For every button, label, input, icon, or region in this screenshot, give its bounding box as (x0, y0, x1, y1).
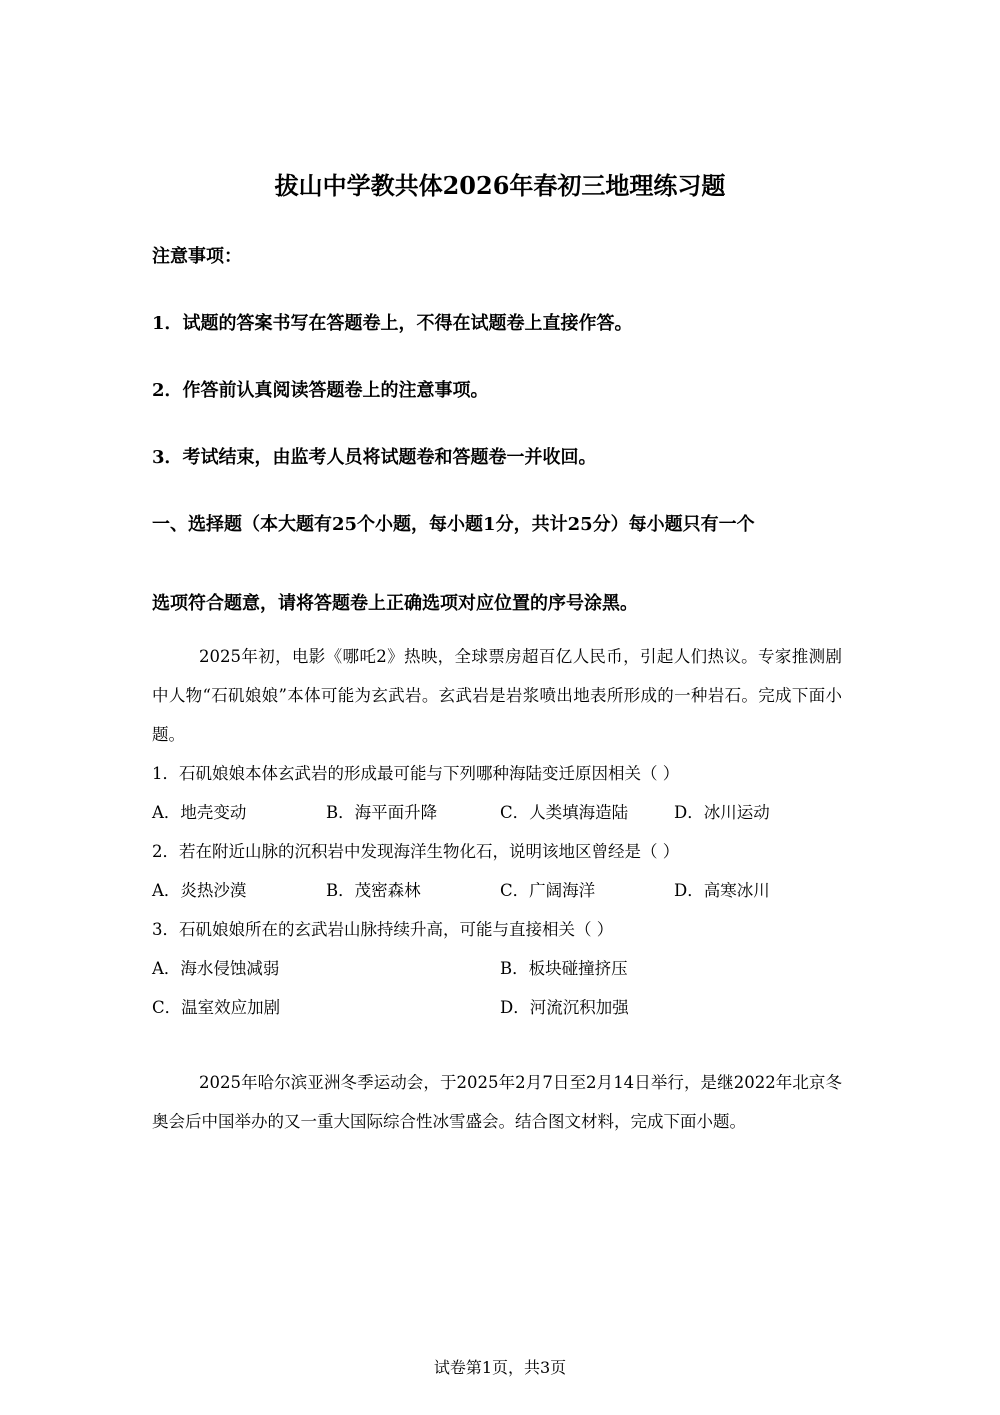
notice-item-2: 2．作答前认真阅读答题卷上的注意事项。 (152, 380, 489, 401)
question-1-option-b: B．海平面升降 (326, 803, 438, 822)
question-3-option-d: D．河流沉积加强 (500, 998, 629, 1017)
passage-1: 2025年初，电影《哪吒2》热映，全球票房超百亿人民币，引起人们热议。专家推测剧中人物“石矶娘娘”本体可能为玄武岩。玄武岩是岩浆喷出地表所形成的一种岩石。完成下面小题。 (152, 647, 842, 744)
notice-item-1: 1．试题的答案书写在答题卷上，不得在试题卷上直接作答。 (152, 313, 633, 334)
question-2-options (152, 879, 852, 903)
question-2-stem: 2．若在附近山脉的沉积岩中发现海洋生物化石，说明该地区曾经是（ ） (152, 842, 680, 861)
question-2-option-b: B．茂密森林 (326, 881, 421, 900)
question-3-stem: 3．石矶娘娘所在的玄武岩山脉持续升高，可能与直接相关（ ） (152, 920, 614, 939)
question-3-option-c: C．温室效应加剧 (152, 998, 281, 1017)
question-3-options-row-2 (152, 996, 852, 1020)
question-3-options-row-1 (152, 957, 852, 981)
question-1-option-d: D．冰川运动 (674, 803, 770, 822)
question-1-option-a: A．地壳变动 (152, 803, 247, 822)
notice-item-3: 3．考试结束，由监考人员将试题卷和答题卷一并收回。 (152, 447, 597, 468)
question-2-option-c: C．广阔海洋 (500, 881, 596, 900)
question-1-option-c: C．人类填海造陆 (500, 803, 629, 822)
question-3-option-a: A．海水侵蚀减弱 (152, 959, 280, 978)
question-3-option-b: B．板块碰撞挤压 (500, 959, 628, 978)
section-heading-line-2: 选项符合题意，请将答题卷上正确选项对应位置的序号涂黑。 (152, 593, 638, 614)
question-1-options (152, 801, 852, 825)
notice-heading: 注意事项： (152, 246, 242, 267)
page-title: 拔山中学教共体2026年春初三地理练习题 (274, 171, 726, 200)
section-heading-line-1: 一、选择题（本大题有25个小题，每小题1分，共计25分）每小题只有一个 (152, 514, 755, 535)
question-2-option-a: A．炎热沙漠 (152, 881, 247, 900)
page-footer: 试卷第1页，共3页 (433, 1358, 567, 1377)
passage-2: 2025年哈尔滨亚洲冬季运动会，于2025年2月7日至2月14日举行，是继2022年北京冬奥会后中国举办的又一重大国际综合性冰雪盛会。结合图文材料，完成下面小题。 (152, 1073, 842, 1131)
question-1-stem: 1．石矶娘娘本体玄武岩的形成最可能与下列哪种海陆变迁原因相关（ ） (152, 764, 680, 783)
question-2-option-d: D．高寒冰川 (674, 881, 770, 900)
